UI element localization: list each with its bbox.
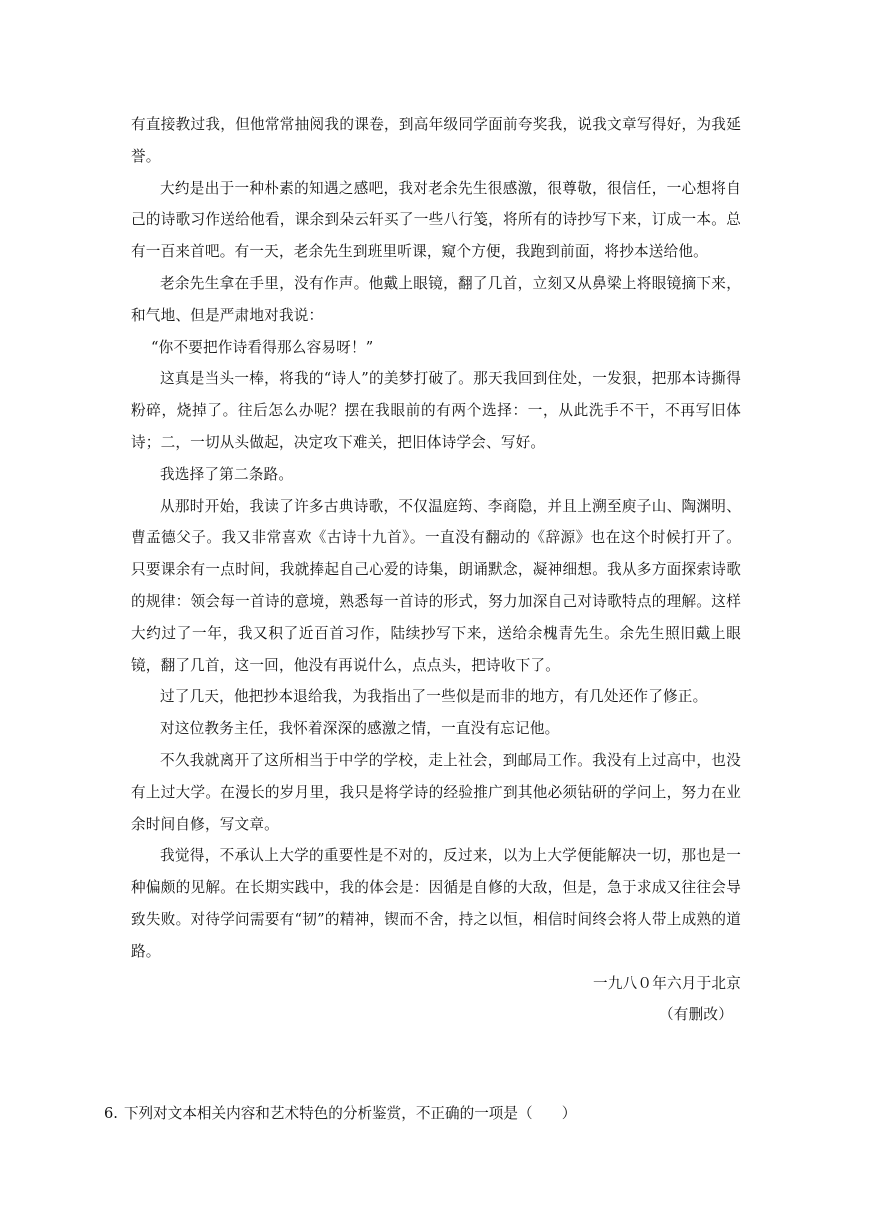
paragraph: 对这位教务主任，我怀着深深的感激之情，一直没有忘记他。 (160, 720, 560, 738)
question-block (104, 1098, 744, 1130)
paragraph: 我选择了第二条路。 (160, 465, 294, 483)
date-line: 一九八０年六月于北京 (593, 974, 741, 992)
paragraph: 大约是出于一种朴素的知遇之感吧，我对老余先生很感激，很尊敬，很信任，一心想将自己的诗歌习作送给他看，课余到朵云轩买了一些八行笺，将所有的诗抄写下来，订成一本。总有一百来首吧。有一天，老余先生到班里听课，窥个方便，我跑到前面，将抄本送给他。 (131, 179, 741, 261)
article-body (131, 109, 741, 1031)
paragraph: 这真是当头一棒，将我的“诗人”的美梦打破了。那天我回到住处，一发狠，把那本诗撕得粉碎，烧掉了。往后怎么办呢？摆在我眼前的有两个选择：一，从此洗手不干，不再写旧体诗；二，一切从头做起，决定攻下难关，把旧体诗学会、写好。 (131, 370, 741, 451)
paragraph: 从那时开始，我读了许多古典诗歌，不仅温庭筠、李商隐，并且上溯至庾子山、陶渊明、曹孟德父子。我又非常喜欢《古诗十九首》。一直没有翻动的《辞源》也在这个时候打开了。只要课余有一点时间，我就捧起自己心爱的诗集，朗诵默念，凝神细想。我从多方面探索诗歌的规律：领会每一首诗的意境，熟悉每一首诗的形式，努力加深自己对诗歌特点的理解。这样大约过了一年，我又积了近百首习作，陆续抄写下来，送给余槐青先生。余先生照旧戴上眼镜，翻了几首，这一回，他没有再说什么，点点头，把诗收下了。 (131, 497, 741, 674)
paragraph: 过了几天，他把抄本退给我，为我指出了一些似是而非的地方，有几处还作了修正。 (160, 688, 708, 706)
paragraph: 我觉得，不承认上大学的重要性是不对的，反过来，以为上大学便能解决一切，那也是一种偏颇的见解。在长期实践中，我的体会是：因循是自修的大敌，但是，急于求成又往往会导致失败。对待学问需要有“韧”的精神，锲而不舍，持之以恒，相信时间终会将人带上成熟的道路。 (131, 847, 741, 960)
abridged-note: （有删改） (659, 1006, 733, 1024)
paragraph: 老余先生拿在手里，没有作声。他戴上眼镜，翻了几首，立刻又从鼻梁上将眼镜摘下来，和气地、但是严肃地对我说： (131, 274, 741, 324)
question-text: 下列对文本相关内容和艺术特色的分析鉴赏，不正确的一项是（ ） (123, 1105, 577, 1122)
quote-paragraph: “你不要把作诗看得那么容易呀！” (151, 338, 374, 356)
paragraph: 不久我就离开了这所相当于中学的学校，走上社会，到邮局工作。我没有上过高中，也没有上过大学。在漫长的岁月里，我只是将学诗的经验推广到其他必须钻研的学问上，努力在业余时间自修，写文章。 (131, 751, 741, 833)
question-6 (104, 1098, 744, 1130)
paragraph-continued: 有直接教过我，但他常常抽阅我的课卷，到高年级同学面前夸奖我，说我文章写得好，为我延誉。 (131, 116, 741, 165)
question-number: 6. (104, 1105, 118, 1122)
